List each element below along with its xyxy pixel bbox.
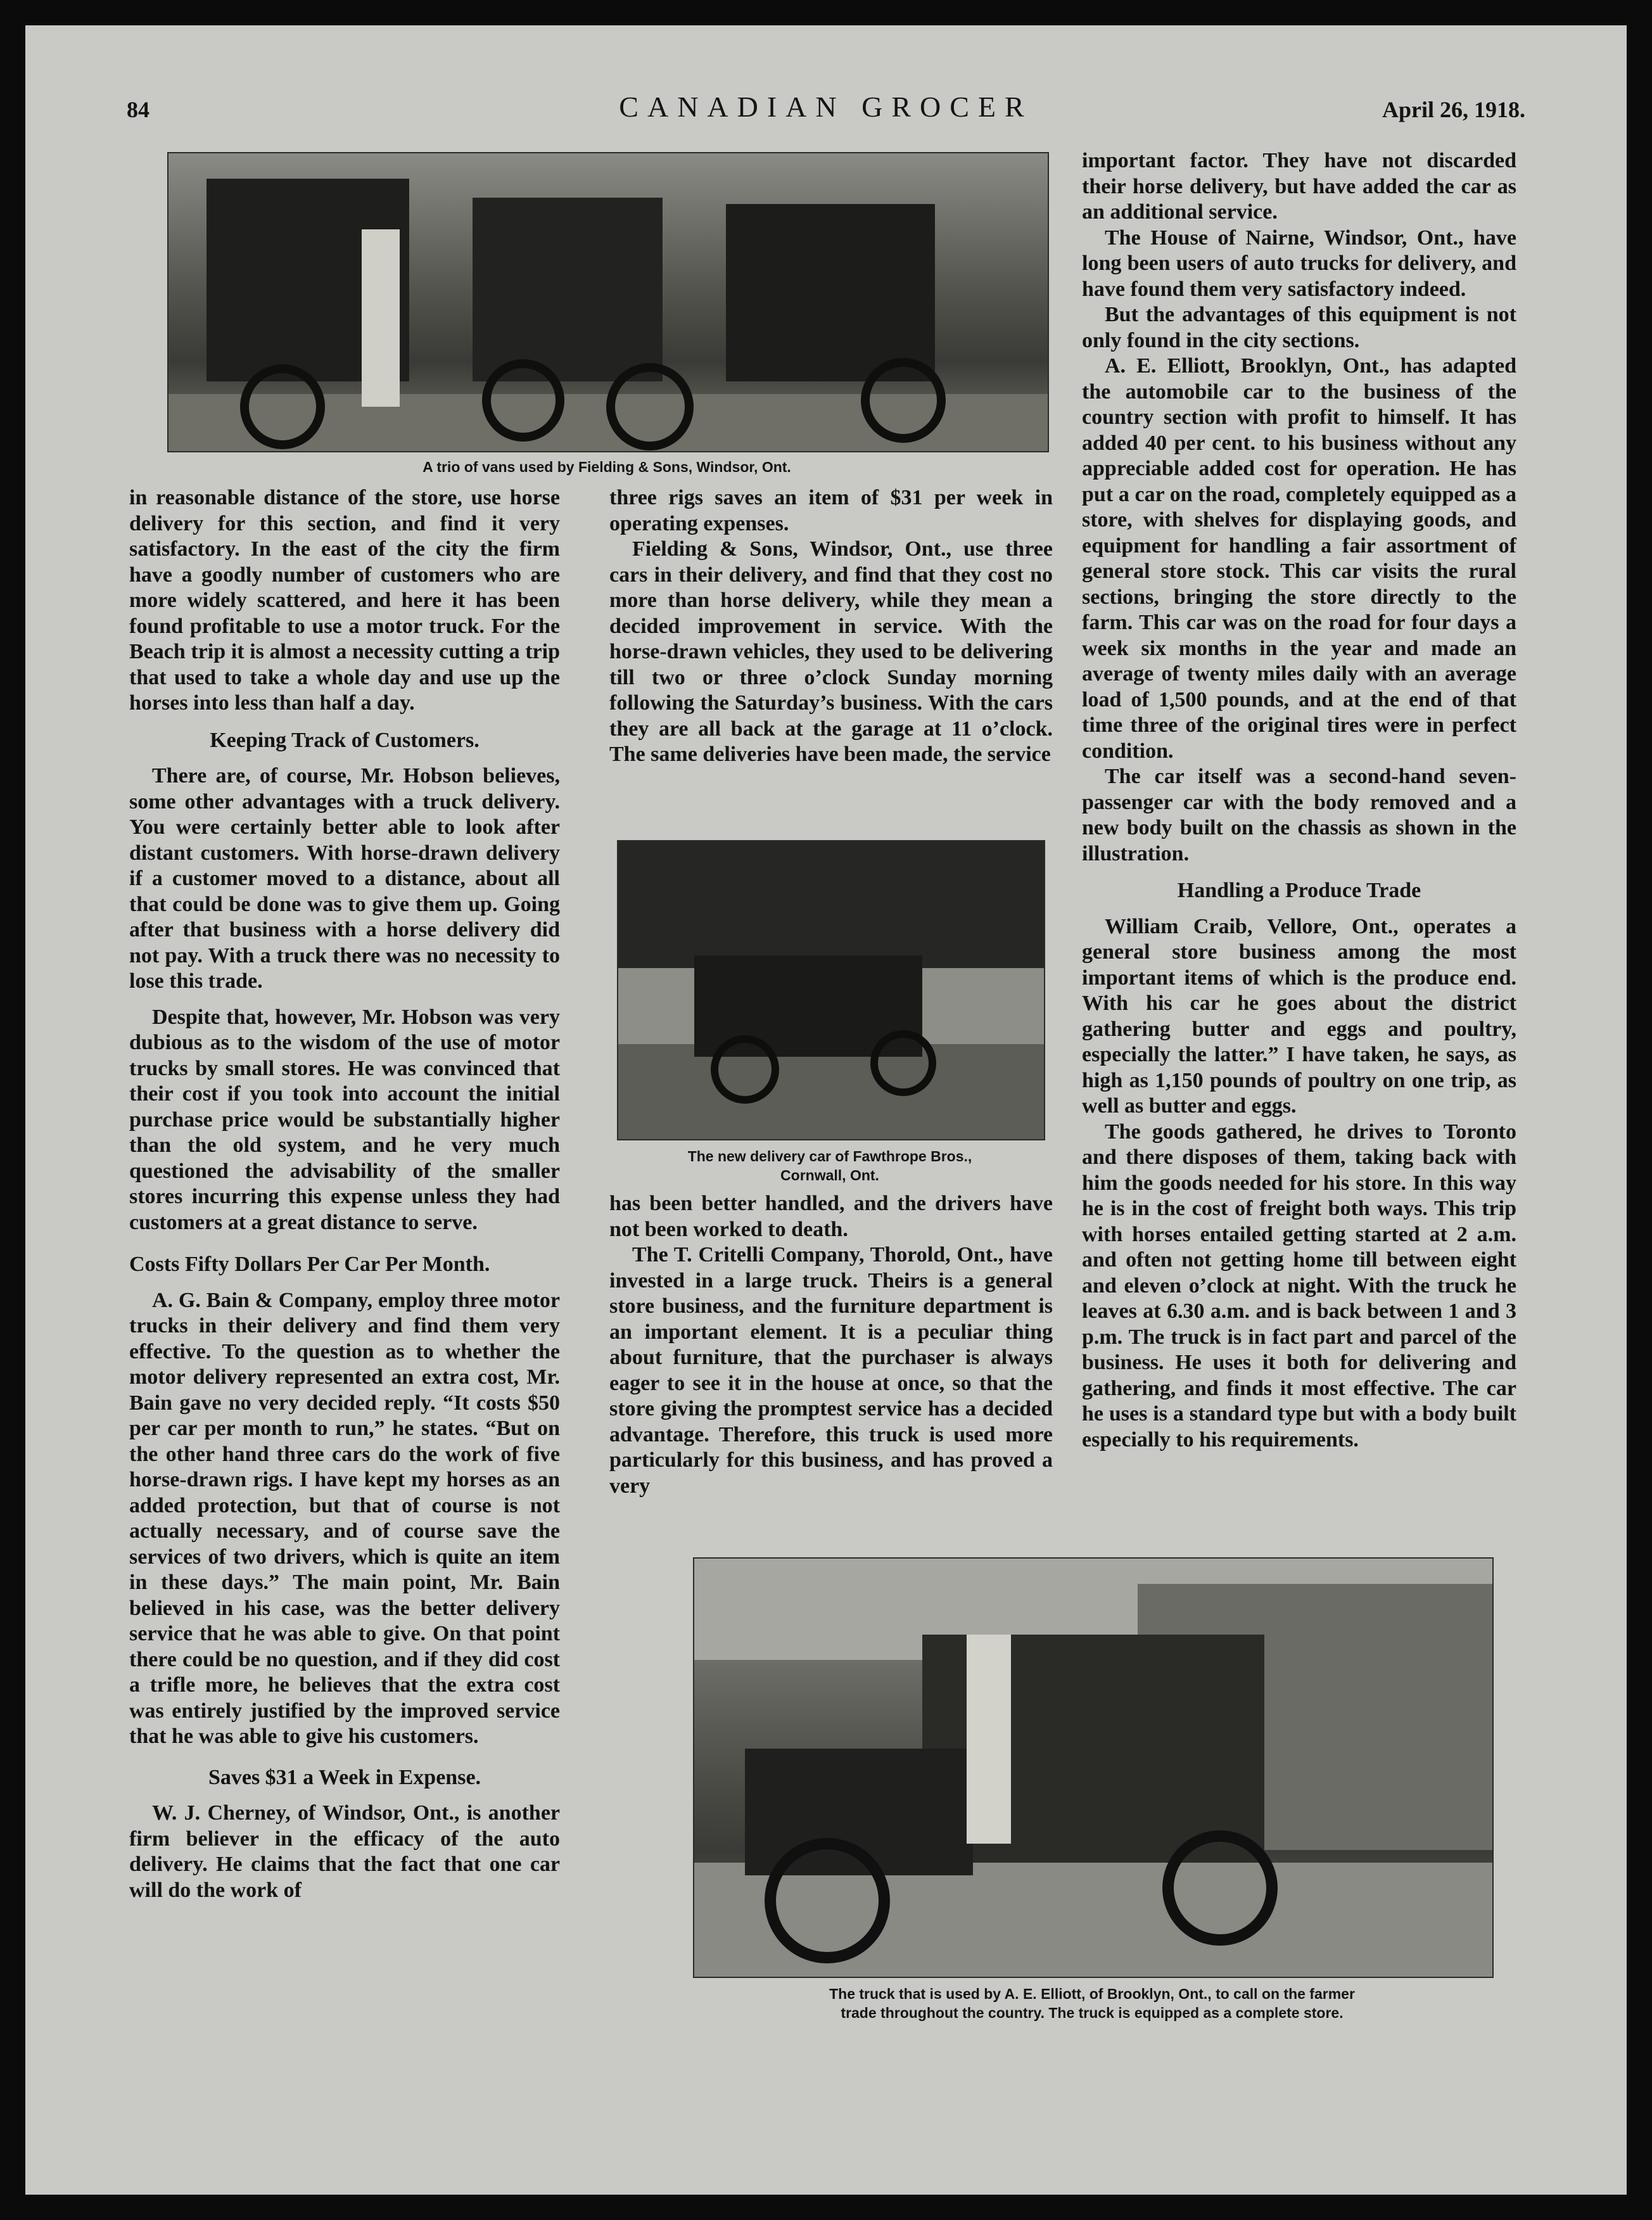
column-2-top bbox=[609, 485, 1053, 768]
publication-title: CANADIAN GROCER bbox=[619, 91, 1033, 123]
newspaper-page bbox=[25, 25, 1627, 2195]
paragraph: A. G. Bain & Company, employ three motor trucks in their delivery and find them very effective. To the question as to whether the motor delivery represented an extra cost, Mr. Bain gave no very decided reply. “It costs $50 per car per month to run,” he states. “But on the other hand three cars do the work of five horse-drawn rigs. I have kept my horses as an added protection, but that of course is not actually necessary, and of course save the services of two drivers, which is quite an item in these days.” The main point, Mr. Bain believed in his case, was the better delivery service that he was able to give. On that point there could be no question, and if they did cost a trifle more, he believes that the extra cost was entirely justified by the improved service that he was able to give his customers. bbox=[129, 1288, 560, 1748]
photo-fawthrope-car bbox=[617, 840, 1045, 1140]
paragraph: Despite that, however, Mr. Hobson was very dubious as to the wisdom of the use of motor trucks by small stores. He was convinced that their cost if you took into account the initial purchase price would be substantially higher than the old system, and he very much questioned the advisability of the smaller stores incurring this expense unless they had customers at a great distance to serve. bbox=[129, 1005, 560, 1234]
photo-elliott-truck bbox=[693, 1557, 1494, 1978]
subheading-keeping-track: Keeping Track of Customers. bbox=[210, 728, 480, 752]
subheading-saves-31: Saves $31 a Week in Expense. bbox=[208, 1765, 481, 1789]
paragraph: A. E. Elliott, Brooklyn, Ont., has adapted the automobile car to the business of the country section with profit to himself. It has added 40 per cent. to his business without any appreciable added cost for operation. He has put a car on the road, completely equipped as a store, with shelves for displaying goods, and equipment for handling a fair assortment of general store stock. This car visits the rural sections, bringing the store directly to the farm. This car was on the road for four days a week six months in the year and made an average of twenty miles daily with an average load of 1,500 pounds, and at the end of that time three of the original tires were in perfect condition. bbox=[1082, 354, 1516, 763]
caption-elliott-line1: The truck that is used by A. E. Elliott, of Brooklyn, Ont., to call on the farmer bbox=[829, 1986, 1355, 2002]
subheading-costs-fifty-dollars: Costs Fifty Dollars Per Car Per Month. bbox=[129, 1253, 490, 1276]
column-1 bbox=[129, 485, 560, 1903]
paragraph: The House of Nairne, Windsor, Ont., have long been users of auto trucks for delivery, and have found them very satisfactory indeed. bbox=[1082, 226, 1516, 301]
paragraph: important factor. They have not discarded their horse delivery, but have added the car as an additional service. bbox=[1082, 149, 1516, 224]
paragraph: three rigs saves an item of $31 per week in operating expenses. bbox=[609, 486, 1053, 535]
photo-vans bbox=[167, 152, 1049, 452]
paragraph: has been better handled, and the drivers have not been worked to death. bbox=[609, 1192, 1053, 1241]
page-number: 84 bbox=[127, 97, 149, 122]
paragraph: Fielding & Sons, Windsor, Ont., use three cars in their delivery, and find that they cost no more than horse delivery, while they mean a decided improvement in service. With the horse-drawn vehicles, they used to be delivering till two or three o’clock Sunday morning following the Saturday’s business. With the cars they are all back at the garage at 11 o’clock. The same deliveries have been made, the service bbox=[609, 537, 1053, 766]
paragraph: But the advantages of this equipment is not only found in the city sections. bbox=[1082, 303, 1516, 352]
paragraph: The goods gathered, he drives to Toronto and there disposes of them, taking back with him the goods needed for his store. In this way he is in the cost of freight both ways. This trip with horses entailed getting started at 2 a.m. and often not getting home till between eight and eleven o’clock at night. With the truck he leaves at 6.30 a.m. and is back between 1 and 3 p.m. The truck is in fact part and parcel of the business. He uses it both for delivering and gathering, and finds it most effective. The car he uses is a standard type but with a body built especially to his requirements. bbox=[1082, 1120, 1516, 1451]
issue-date: April 26, 1918. bbox=[1382, 97, 1525, 122]
column-2-bottom bbox=[609, 1191, 1053, 1499]
caption-fawthrope-line1: The new delivery car of Fawthrope Bros., bbox=[687, 1148, 972, 1164]
paragraph: W. J. Cherney, of Windsor, Ont., is another firm believer in the efficacy of the auto delivery. He claims that the fact that one car will do the work of bbox=[129, 1801, 560, 1902]
paragraph: The car itself was a second-hand seven-passenger car with the body removed and a new body built on the chassis as shown in the illustration. bbox=[1082, 765, 1516, 865]
paragraph: There are, of course, Mr. Hobson believes, some other advantages with a truck delivery. You were certainly better able to look after distant customers. With horse-drawn delivery if a customer moved to a distance, about all that could be done was to give them up. Going after that business with a horse delivery did not pay. With a truck there was no necessity to lose this trade. bbox=[129, 764, 560, 993]
caption-elliott-line2: trade throughout the country. The truck is equipped as a complete store. bbox=[841, 2005, 1344, 2021]
caption-fawthrope-line2: Cornwall, Ont. bbox=[780, 1167, 879, 1183]
paragraph: William Craib, Vellore, Ont., operates a general store business among the most important items of which is the produce end. With his car he goes about the district gathering butter and eggs and poultry, especially the latter.” I have taken, he says, as high as 1,150 pounds of poultry on one trip, as well as butter and eggs. bbox=[1082, 914, 1516, 1118]
subheading-produce-trade: Handling a Produce Trade bbox=[1177, 879, 1421, 902]
caption-vans: A trio of vans used by Fielding & Sons, Windsor, Ont. bbox=[423, 459, 791, 475]
paragraph: The T. Critelli Company, Thorold, Ont., have invested in a large truck. Theirs is a general store business, and the furniture department is an important element. It is a peculiar thing about furniture, that the purchaser is always eager to see it in the house at once, so that the store giving the promptest service has a decided advantage. Therefore, this truck is used more particularly for this business, and has proved a very bbox=[609, 1243, 1053, 1498]
paragraph: in reasonable distance of the store, use horse delivery for this section, and find it very satisfactory. In the east of the city the firm have a goodly number of customers who are more widely scattered, and here it has been found profitable to use a motor truck. For the Beach trip it is almost a necessity cutting a trip that used to take a whole day and use up the horses into less than half a day. bbox=[129, 486, 560, 715]
column-3 bbox=[1082, 148, 1516, 1453]
